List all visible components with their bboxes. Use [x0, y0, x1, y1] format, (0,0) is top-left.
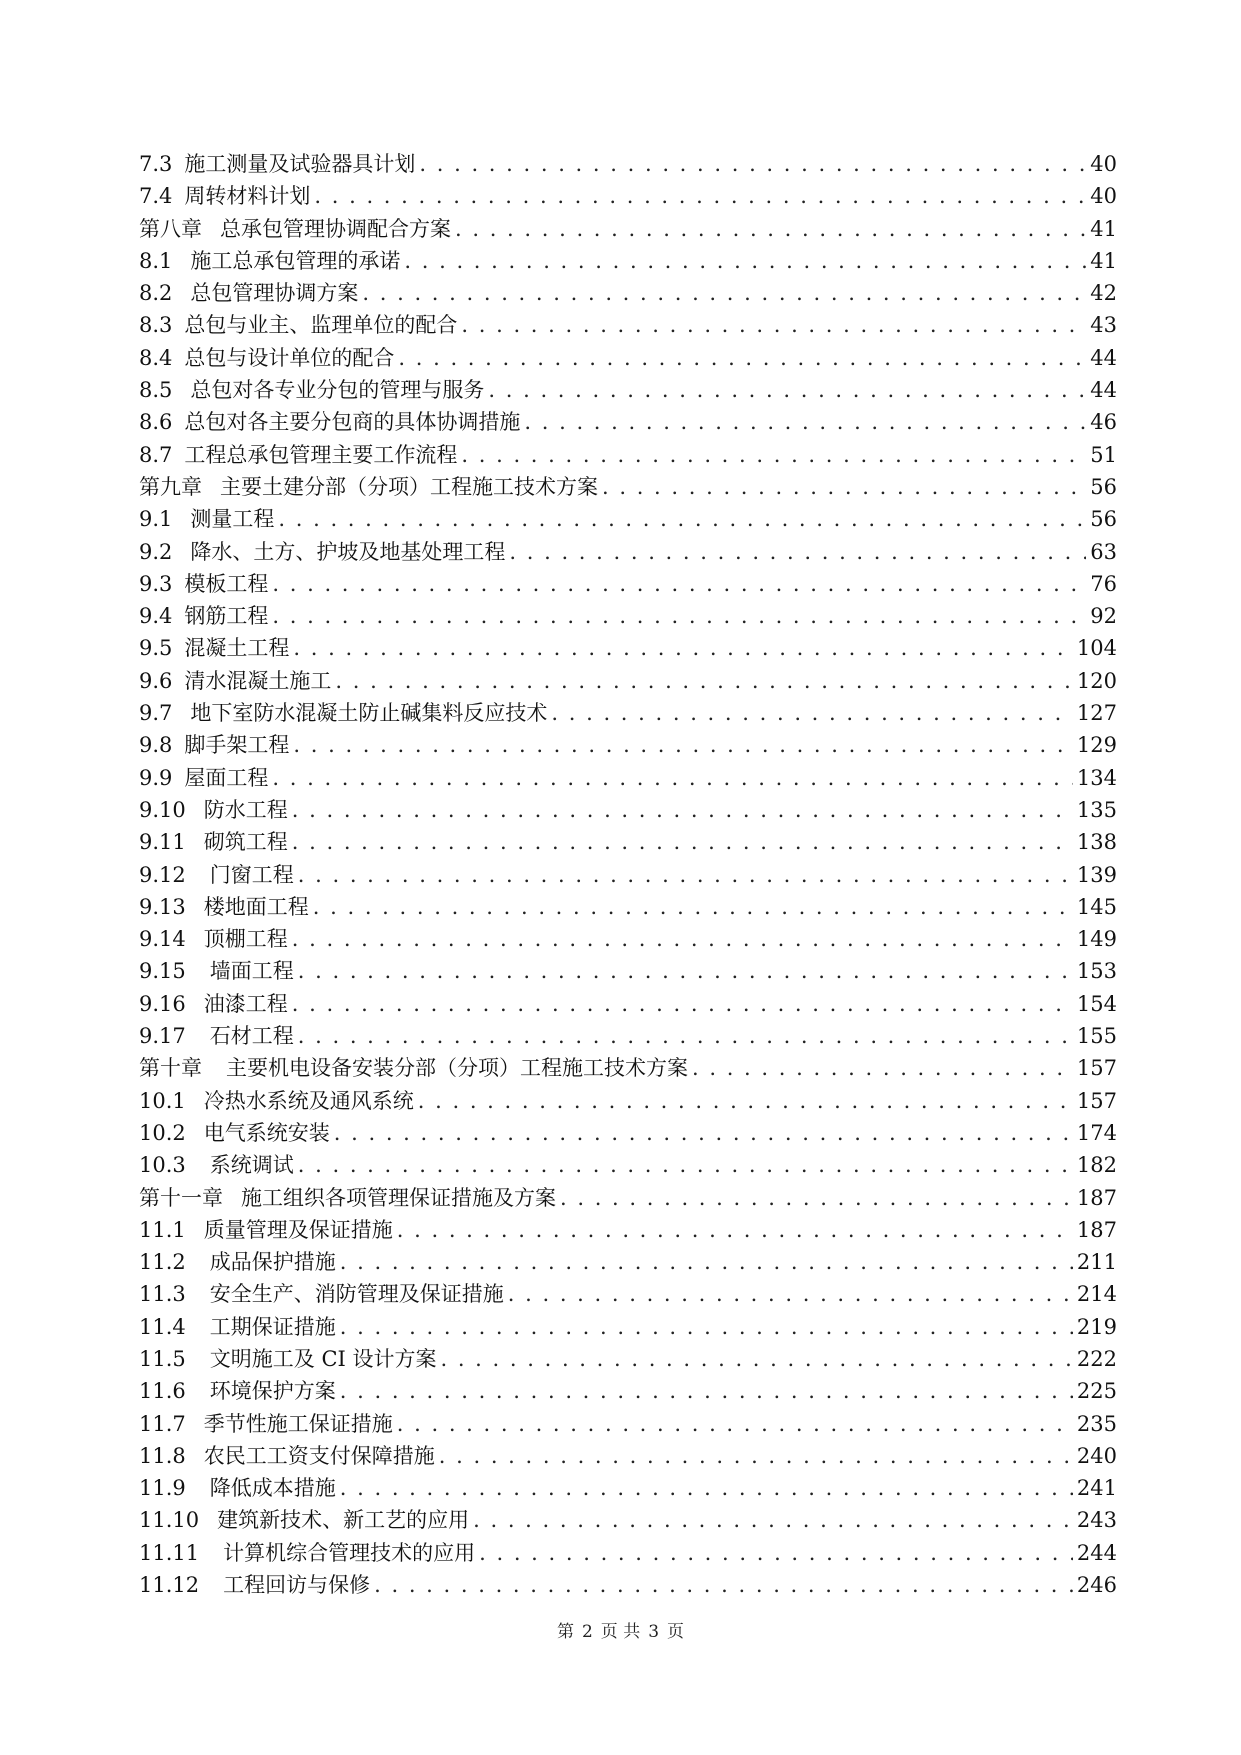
toc-entry[interactable] — [139, 1504, 1117, 1536]
toc-entry-title: 防水工程 — [203, 797, 288, 822]
toc-entry-title: 总包对各主要分包商的具体协调措施 — [184, 410, 521, 435]
toc-entry-title: 测量工程 — [190, 507, 275, 532]
toc-entry-number: 8.5 — [139, 378, 173, 403]
toc-entry[interactable] — [139, 1246, 1117, 1278]
toc-entry-title: 清水混凝土施工 — [184, 668, 332, 693]
toc-entry[interactable] — [139, 729, 1117, 761]
toc-entry-page: 211 — [1076, 1250, 1117, 1275]
toc-leader-dots — [524, 406, 1086, 438]
toc-leader-dots — [298, 859, 1073, 891]
toc-leader-dots — [404, 245, 1086, 277]
toc-entry-title: 钢筋工程 — [184, 604, 269, 629]
toc-entry[interactable] — [139, 632, 1117, 664]
toc-entry-page: 41 — [1090, 216, 1117, 241]
toc-entry[interactable] — [139, 342, 1117, 374]
toc-leader-dots — [397, 1214, 1073, 1246]
toc-entry-number: 10.3 — [139, 1153, 186, 1178]
toc-leader-dots — [313, 891, 1073, 923]
table-of-contents — [139, 148, 1117, 1601]
toc-entry-page: 76 — [1090, 571, 1117, 596]
toc-entry-title: 环境保护方案 — [209, 1379, 336, 1404]
toc-entry-title: 混凝土工程 — [184, 636, 290, 661]
toc-entry-page: 63 — [1090, 539, 1117, 564]
toc-entry-page: 56 — [1090, 474, 1117, 499]
toc-entry[interactable] — [139, 1278, 1117, 1310]
toc-entry-title: 主要土建分部（分项）工程施工技术方案 — [220, 474, 598, 499]
toc-entry-number: 7.3 — [139, 152, 173, 176]
toc-leader-dots — [508, 1278, 1073, 1310]
toc-entry-title: 工期保证措施 — [209, 1314, 336, 1339]
toc-entry[interactable] — [139, 1214, 1117, 1246]
toc-entry-title: 总包对各专业分包的管理与服务 — [190, 378, 485, 403]
toc-leader-dots — [397, 1408, 1073, 1440]
toc-entry-number: 9.4 — [139, 604, 173, 629]
toc-entry[interactable] — [139, 1182, 1117, 1214]
toc-entry-title: 总包管理协调方案 — [190, 281, 359, 306]
toc-entry-title: 顶棚工程 — [203, 927, 288, 952]
toc-entry-title: 建筑新技术、新工艺的应用 — [217, 1508, 470, 1533]
toc-entry-page: 153 — [1076, 959, 1117, 984]
toc-entry-number: 9.10 — [139, 797, 186, 822]
toc-entry-page: 243 — [1076, 1508, 1117, 1533]
toc-entry[interactable] — [139, 1569, 1117, 1601]
toc-leader-dots — [479, 1537, 1073, 1569]
toc-leader-dots — [335, 665, 1073, 697]
toc-entry-title: 降水、土方、护坡及地基处理工程 — [190, 539, 506, 564]
toc-entry-title: 农民工工资支付保障措施 — [203, 1443, 435, 1468]
toc-entry-title: 石材工程 — [209, 1024, 294, 1049]
toc-entry-number: 10.1 — [139, 1088, 186, 1113]
toc-entry-title: 计算机综合管理技术的应用 — [223, 1540, 476, 1565]
toc-entry-number: 11.1 — [139, 1217, 186, 1242]
toc-leader-dots — [440, 1343, 1072, 1375]
toc-entry-title: 模板工程 — [184, 571, 269, 596]
toc-leader-dots — [292, 988, 1073, 1020]
toc-entry-page: 222 — [1076, 1346, 1117, 1371]
toc-entry-number: 8.4 — [139, 345, 173, 370]
toc-entry-number: 9.8 — [139, 733, 173, 758]
toc-leader-dots — [298, 1149, 1073, 1181]
toc-entry-page: 46 — [1090, 410, 1117, 435]
toc-leader-dots — [551, 697, 1073, 729]
toc-leader-dots — [292, 794, 1073, 826]
toc-entry-page: 235 — [1076, 1411, 1117, 1436]
toc-entry[interactable] — [139, 180, 1117, 212]
toc-leader-dots — [272, 762, 1073, 794]
toc-entry[interactable] — [139, 245, 1117, 277]
toc-entry[interactable] — [139, 988, 1117, 1020]
toc-entry-page: 154 — [1076, 991, 1117, 1016]
toc-entry-title: 降低成本措施 — [209, 1476, 336, 1501]
toc-leader-dots — [509, 536, 1086, 568]
toc-entry-title: 电气系统安装 — [203, 1120, 330, 1145]
toc-entry[interactable] — [139, 568, 1117, 600]
toc-entry-number: 9.12 — [139, 862, 186, 887]
toc-entry-page: 157 — [1076, 1088, 1117, 1113]
toc-entry-page: 240 — [1076, 1443, 1117, 1468]
toc-entry-number: 11.6 — [139, 1379, 186, 1404]
toc-entry-page: 219 — [1076, 1314, 1117, 1339]
toc-entry-number: 11.9 — [139, 1476, 186, 1501]
toc-leader-dots — [374, 1569, 1073, 1601]
toc-leader-dots — [340, 1472, 1073, 1504]
toc-entry-number: 9.1 — [139, 507, 173, 532]
toc-entry-page: 157 — [1076, 1056, 1117, 1081]
toc-entry[interactable] — [139, 213, 1117, 245]
toc-entry-page: 246 — [1076, 1573, 1117, 1598]
toc-entry-title: 施工组织各项管理保证措施及方案 — [241, 1185, 556, 1210]
toc-entry[interactable] — [139, 1085, 1117, 1117]
toc-entry-title: 冷热水系统及通风系统 — [203, 1088, 414, 1113]
toc-entry[interactable] — [139, 1440, 1117, 1472]
toc-entry[interactable] — [139, 697, 1117, 729]
toc-entry[interactable] — [139, 1472, 1117, 1504]
toc-entry-title: 安全生产、消防管理及保证措施 — [209, 1282, 504, 1307]
toc-entry-page: 51 — [1090, 442, 1117, 467]
toc-entry-number: 11.11 — [139, 1540, 200, 1565]
toc-entry-page: 44 — [1090, 345, 1117, 370]
toc-entry-number: 8.6 — [139, 410, 173, 435]
toc-entry-title: 总包与业主、监理单位的配合 — [184, 313, 458, 338]
toc-entry-number: 11.2 — [139, 1250, 186, 1275]
toc-entry-title: 周转材料计划 — [184, 184, 311, 209]
toc-entry[interactable] — [139, 1408, 1117, 1440]
toc-entry-number: 8.2 — [139, 281, 173, 306]
toc-entry-number: 9.11 — [139, 830, 186, 855]
toc-leader-dots — [439, 1440, 1073, 1472]
toc-leader-dots — [461, 439, 1086, 471]
toc-entry-page: 139 — [1076, 862, 1117, 887]
toc-leader-dots — [278, 503, 1086, 535]
toc-entry-title: 施工测量及试验器具计划 — [184, 152, 416, 176]
toc-entry[interactable] — [139, 1311, 1117, 1343]
toc-entry[interactable] — [139, 1537, 1117, 1569]
toc-entry-number: 8.1 — [139, 248, 173, 273]
toc-entry-title: 屋面工程 — [184, 765, 269, 790]
footer-current-page: 2 — [581, 1622, 593, 1642]
toc-entry-page: 43 — [1090, 313, 1117, 338]
toc-entry-number: 11.12 — [139, 1573, 200, 1598]
toc-leader-dots — [298, 955, 1073, 987]
footer-total-pages: 3 — [648, 1622, 660, 1642]
toc-entry[interactable] — [139, 1375, 1117, 1407]
toc-leader-dots — [455, 213, 1086, 245]
toc-leader-dots — [293, 632, 1073, 664]
toc-leader-dots — [334, 1117, 1073, 1149]
toc-entry-page: 241 — [1076, 1476, 1117, 1501]
toc-entry-number: 9.5 — [139, 636, 173, 661]
toc-entry-page: 145 — [1076, 894, 1117, 919]
toc-leader-dots — [292, 826, 1073, 858]
toc-entry[interactable] — [139, 277, 1117, 309]
toc-entry-title: 施工总承包管理的承诺 — [190, 248, 401, 273]
toc-entry[interactable] — [139, 503, 1117, 535]
toc-entry-page: 244 — [1076, 1540, 1117, 1565]
toc-entry-number: 第十一章 — [139, 1185, 223, 1210]
toc-entry-number: 7.4 — [139, 184, 173, 209]
toc-entry-number: 11.7 — [139, 1411, 186, 1436]
toc-entry[interactable] — [139, 859, 1117, 891]
toc-entry-page: 129 — [1076, 733, 1117, 758]
toc-entry[interactable] — [139, 1117, 1117, 1149]
toc-entry-title: 质量管理及保证措施 — [203, 1217, 393, 1242]
toc-entry-title: 总承包管理协调配合方案 — [220, 216, 451, 241]
toc-entry-title: 墙面工程 — [209, 959, 294, 984]
toc-entry-number: 8.7 — [139, 442, 173, 467]
toc-entry[interactable] — [139, 439, 1117, 471]
toc-entry-page: 149 — [1076, 927, 1117, 952]
toc-leader-dots — [398, 342, 1086, 374]
toc-entry-title: 文明施工及 CI 设计方案 — [209, 1346, 437, 1371]
toc-entry-page: 40 — [1090, 152, 1117, 176]
toc-entry-page: 155 — [1076, 1024, 1117, 1049]
toc-entry-page: 56 — [1090, 507, 1117, 532]
toc-leader-dots — [692, 1052, 1073, 1084]
toc-leader-dots — [293, 729, 1073, 761]
toc-entry[interactable] — [139, 762, 1117, 794]
toc-leader-dots — [362, 277, 1086, 309]
toc-entry-number: 9.16 — [139, 991, 186, 1016]
toc-leader-dots — [340, 1311, 1073, 1343]
toc-leader-dots — [340, 1375, 1073, 1407]
toc-entry-page: 187 — [1076, 1217, 1117, 1242]
toc-entry-number: 9.2 — [139, 539, 173, 564]
toc-entry-title: 地下室防水混凝土防止碱集料反应技术 — [190, 701, 548, 726]
toc-leader-dots — [272, 600, 1086, 632]
footer-middle: 页 共 — [600, 1622, 641, 1642]
toc-entry[interactable] — [139, 406, 1117, 438]
toc-entry-page: 44 — [1090, 378, 1117, 403]
toc-leader-dots — [340, 1246, 1073, 1278]
toc-entry[interactable] — [139, 1052, 1117, 1084]
toc-entry[interactable] — [139, 374, 1117, 406]
toc-entry-page: 134 — [1076, 765, 1117, 790]
toc-leader-dots — [298, 1020, 1073, 1052]
toc-entry-title: 楼地面工程 — [203, 894, 309, 919]
toc-entry-title: 工程回访与保修 — [223, 1573, 371, 1598]
toc-leader-dots — [419, 148, 1086, 180]
toc-entry-page: 187 — [1076, 1185, 1117, 1210]
toc-entry-title: 砌筑工程 — [203, 830, 288, 855]
toc-entry-page: 127 — [1076, 701, 1117, 726]
toc-entry-title: 成品保护措施 — [209, 1250, 336, 1275]
toc-entry-title: 脚手架工程 — [184, 733, 290, 758]
toc-entry-title: 工程总承包管理主要工作流程 — [184, 442, 458, 467]
toc-entry-number: 11.5 — [139, 1346, 186, 1371]
toc-entry-title: 系统调试 — [209, 1153, 294, 1178]
toc-entry-number: 第九章 — [139, 474, 202, 499]
toc-entry[interactable] — [139, 536, 1117, 568]
toc-leader-dots — [560, 1182, 1073, 1214]
toc-entry[interactable] — [139, 923, 1117, 955]
toc-leader-dots — [602, 471, 1086, 503]
toc-entry-number: 10.2 — [139, 1120, 186, 1145]
toc-entry[interactable] — [139, 471, 1117, 503]
toc-entry-number: 11.10 — [139, 1508, 200, 1533]
toc-entry-number: 9.14 — [139, 927, 186, 952]
toc-entry[interactable] — [139, 1343, 1117, 1375]
toc-entry-page: 120 — [1076, 668, 1117, 693]
toc-entry-number: 9.3 — [139, 571, 173, 596]
toc-entry[interactable] — [139, 600, 1117, 632]
footer-suffix: 页 — [667, 1622, 685, 1642]
toc-entry-page: 92 — [1090, 604, 1117, 629]
toc-entry[interactable] — [139, 826, 1117, 858]
toc-entry-number: 9.17 — [139, 1024, 186, 1049]
toc-entry-page: 41 — [1090, 248, 1117, 273]
toc-entry-number: 9.6 — [139, 668, 173, 693]
toc-entry-title: 季节性施工保证措施 — [203, 1411, 393, 1436]
toc-entry-page: 104 — [1076, 636, 1117, 661]
toc-entry[interactable] — [139, 955, 1117, 987]
toc-entry-page: 182 — [1076, 1153, 1117, 1178]
toc-entry-page: 225 — [1076, 1379, 1117, 1404]
toc-leader-dots — [272, 568, 1086, 600]
toc-entry[interactable] — [139, 309, 1117, 341]
footer-prefix: 第 — [556, 1622, 574, 1642]
toc-entry-number: 11.4 — [139, 1314, 186, 1339]
toc-entry[interactable] — [139, 794, 1117, 826]
toc-entry-number: 第十章 — [139, 1056, 202, 1081]
toc-leader-dots — [488, 374, 1086, 406]
toc-entry-number: 11.3 — [139, 1282, 186, 1307]
toc-leader-dots — [473, 1504, 1073, 1536]
toc-entry-title: 主要机电设备安装分部（分项）工程施工技术方案 — [226, 1056, 688, 1081]
toc-entry[interactable] — [139, 665, 1117, 697]
toc-entry-page: 135 — [1076, 797, 1117, 822]
toc-entry-title: 门窗工程 — [209, 862, 294, 887]
toc-entry-page: 214 — [1076, 1282, 1117, 1307]
toc-entry-number: 第八章 — [139, 216, 202, 241]
toc-entry-number: 9.13 — [139, 894, 186, 919]
toc-entry-title: 总包与设计单位的配合 — [184, 345, 395, 370]
toc-entry-page: 40 — [1090, 184, 1117, 209]
toc-entry-page: 174 — [1076, 1120, 1117, 1145]
toc-entry-number: 11.8 — [139, 1443, 186, 1468]
toc-entry-title: 油漆工程 — [203, 991, 288, 1016]
toc-entry[interactable] — [139, 148, 1117, 180]
toc-entry-number: 9.9 — [139, 765, 173, 790]
toc-entry[interactable] — [139, 1149, 1117, 1181]
toc-entry-number: 8.3 — [139, 313, 173, 338]
toc-entry-page: 42 — [1090, 281, 1117, 306]
toc-entry[interactable] — [139, 1020, 1117, 1052]
toc-leader-dots — [292, 923, 1073, 955]
toc-leader-dots — [461, 309, 1086, 341]
page-footer — [0, 1617, 1241, 1642]
toc-entry-number: 9.7 — [139, 701, 173, 726]
toc-entry[interactable] — [139, 891, 1117, 923]
toc-entry-number: 9.15 — [139, 959, 186, 984]
toc-leader-dots — [418, 1085, 1073, 1117]
toc-entry-page: 138 — [1076, 830, 1117, 855]
toc-leader-dots — [314, 180, 1086, 212]
